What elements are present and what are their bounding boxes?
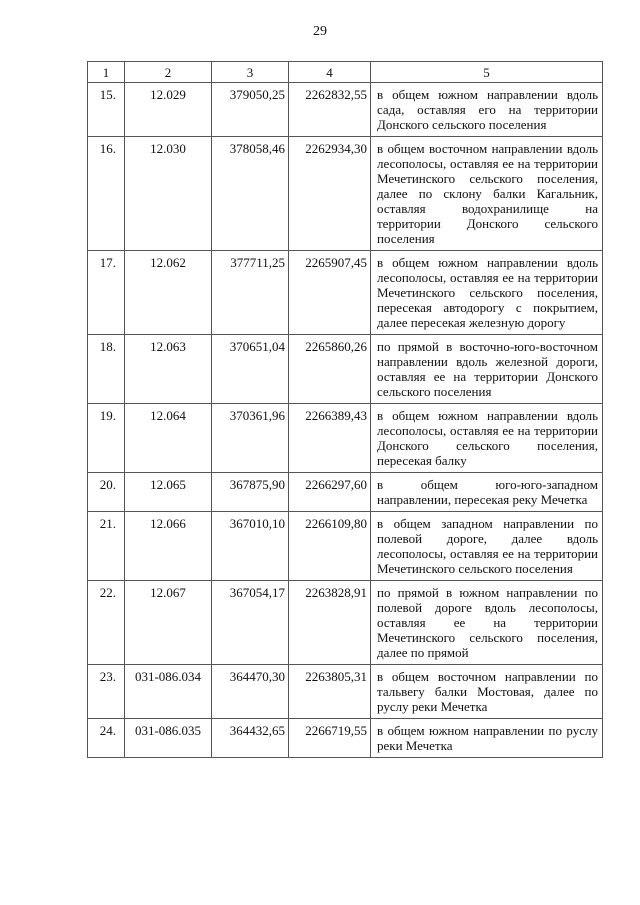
row-number-cell: 22. bbox=[88, 581, 125, 665]
boundary-table bbox=[87, 61, 603, 758]
row-number-cell: 21. bbox=[88, 512, 125, 581]
coordinate-y-cell: 2266297,60 bbox=[289, 473, 371, 512]
row-number-cell: 24. bbox=[88, 719, 125, 758]
coordinate-x-cell: 370361,96 bbox=[212, 404, 289, 473]
description-cell: в общем южном направлении вдоль лесополосы, оставляя ее на территории Донского сельского поселения, пересекая балку bbox=[371, 404, 603, 473]
table-row bbox=[88, 335, 603, 404]
point-code-cell: 12.065 bbox=[125, 473, 212, 512]
table-row bbox=[88, 404, 603, 473]
header-cell-4: 4 bbox=[289, 62, 371, 83]
description-cell: в общем восточном направлении вдоль лесополосы, оставляя ее на территории Мечетинского сельского поселения, далее по склону балки Кагальник, оставляя водохранилище на территории Донского сельского поселения bbox=[371, 137, 603, 251]
coordinate-x-cell: 367010,10 bbox=[212, 512, 289, 581]
row-number-cell: 19. bbox=[88, 404, 125, 473]
coordinate-x-cell: 377711,25 bbox=[212, 251, 289, 335]
coordinate-x-cell: 364470,30 bbox=[212, 665, 289, 719]
row-number-cell: 18. bbox=[88, 335, 125, 404]
description-cell: в общем южном направлении вдоль сада, оставляя его на территории Донского сельского поселения bbox=[371, 83, 603, 137]
table-row bbox=[88, 512, 603, 581]
table-row bbox=[88, 473, 603, 512]
description-cell: по прямой в восточно-юго-восточном направлении вдоль железной дороги, оставляя ее на территории Донского сельского поселения bbox=[371, 335, 603, 404]
row-number-cell: 15. bbox=[88, 83, 125, 137]
coordinate-y-cell: 2263828,91 bbox=[289, 581, 371, 665]
table-row bbox=[88, 665, 603, 719]
header-cell-2: 2 bbox=[125, 62, 212, 83]
description-cell: по прямой в южном направлении по полевой дороге вдоль лесополосы, оставляя ее на территории Мечетинского сельского поселения, далее по прямой bbox=[371, 581, 603, 665]
row-number-cell: 20. bbox=[88, 473, 125, 512]
point-code-cell: 12.062 bbox=[125, 251, 212, 335]
row-number-cell: 16. bbox=[88, 137, 125, 251]
coordinate-y-cell: 2266109,80 bbox=[289, 512, 371, 581]
coordinate-x-cell: 367875,90 bbox=[212, 473, 289, 512]
point-code-cell: 031-086.034 bbox=[125, 665, 212, 719]
description-cell: в общем южном направлении по руслу реки Мечетка bbox=[371, 719, 603, 758]
page-number: 29 bbox=[313, 24, 327, 39]
coordinate-y-cell: 2265907,45 bbox=[289, 251, 371, 335]
point-code-cell: 12.064 bbox=[125, 404, 212, 473]
point-code-cell: 12.067 bbox=[125, 581, 212, 665]
coordinate-y-cell: 2266719,55 bbox=[289, 719, 371, 758]
point-code-cell: 12.066 bbox=[125, 512, 212, 581]
table-body bbox=[88, 62, 603, 758]
table-header-row bbox=[88, 62, 603, 83]
coordinate-y-cell: 2266389,43 bbox=[289, 404, 371, 473]
coordinate-x-cell: 378058,46 bbox=[212, 137, 289, 251]
header-cell-1: 1 bbox=[88, 62, 125, 83]
table-row bbox=[88, 83, 603, 137]
point-code-cell: 12.029 bbox=[125, 83, 212, 137]
row-number-cell: 17. bbox=[88, 251, 125, 335]
point-code-cell: 12.030 bbox=[125, 137, 212, 251]
description-cell: в общем юго-юго-западном направлении, пересекая реку Мечетка bbox=[371, 473, 603, 512]
coordinate-y-cell: 2262934,30 bbox=[289, 137, 371, 251]
coordinate-y-cell: 2262832,55 bbox=[289, 83, 371, 137]
coordinate-y-cell: 2263805,31 bbox=[289, 665, 371, 719]
header-cell-5: 5 bbox=[371, 62, 603, 83]
table-row bbox=[88, 581, 603, 665]
table-row bbox=[88, 251, 603, 335]
row-number-cell: 23. bbox=[88, 665, 125, 719]
coordinate-y-cell: 2265860,26 bbox=[289, 335, 371, 404]
header-cell-3: 3 bbox=[212, 62, 289, 83]
coordinate-x-cell: 370651,04 bbox=[212, 335, 289, 404]
table-row bbox=[88, 137, 603, 251]
coordinate-x-cell: 379050,25 bbox=[212, 83, 289, 137]
point-code-cell: 12.063 bbox=[125, 335, 212, 404]
description-cell: в общем западном направлении по полевой дороге, далее вдоль лесополосы, оставляя ее на территории Мечетинского сельского поселения bbox=[371, 512, 603, 581]
description-cell: в общем восточном направлении по тальвегу балки Мостовая, далее по руслу реки Мечетка bbox=[371, 665, 603, 719]
coordinate-x-cell: 364432,65 bbox=[212, 719, 289, 758]
coordinate-x-cell: 367054,17 bbox=[212, 581, 289, 665]
table-row bbox=[88, 719, 603, 758]
point-code-cell: 031-086.035 bbox=[125, 719, 212, 758]
description-cell: в общем южном направлении вдоль лесополосы, оставляя ее на территории Мечетинского сельского поселения, пересекая автодорогу с покрытием, далее пересекая железную дорогу bbox=[371, 251, 603, 335]
